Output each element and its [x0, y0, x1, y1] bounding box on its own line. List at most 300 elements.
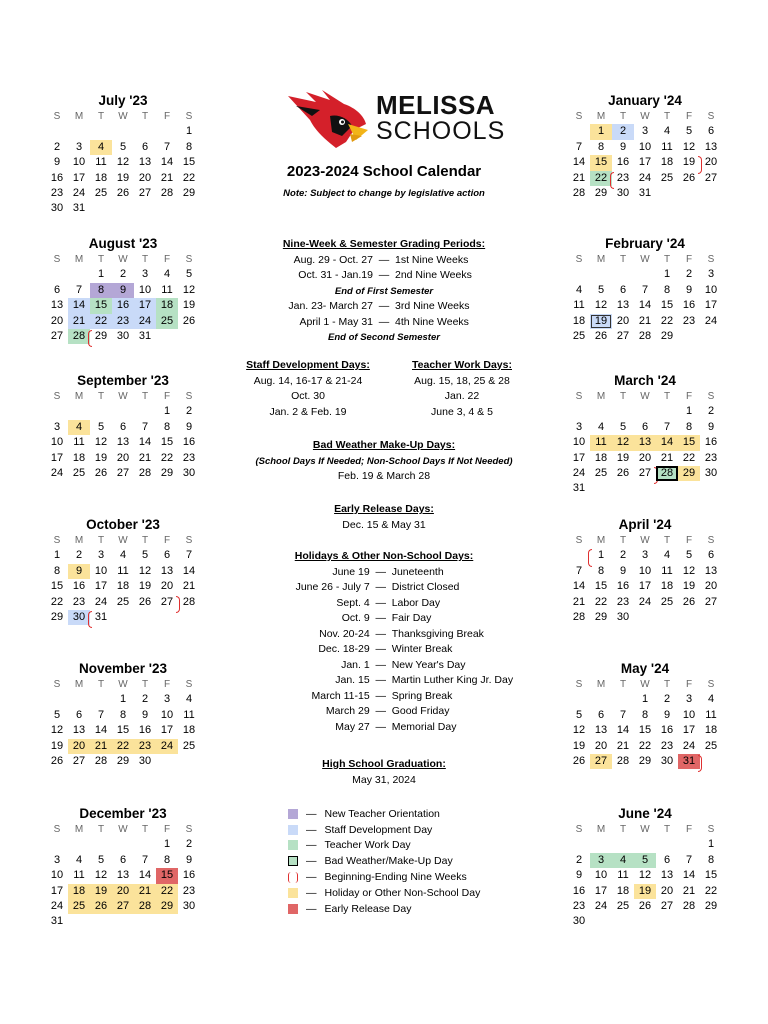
holiday-label: Winter Break	[391, 643, 453, 655]
day-cell: 2	[619, 549, 627, 562]
day-cell: 18	[660, 580, 674, 593]
dash: —	[306, 807, 317, 820]
weekday-label: S	[185, 535, 193, 546]
legislative-note: Note: Subject to change by legislative action	[283, 188, 485, 199]
holiday-row	[238, 596, 530, 612]
holiday-date: Jan. 1	[341, 658, 370, 671]
day-cell: 3	[75, 140, 83, 153]
day-cell: 5	[119, 140, 127, 153]
weekday-label: M	[596, 824, 606, 835]
day-cell: 27	[616, 329, 630, 342]
day-cell: 13	[704, 140, 718, 153]
holiday-row	[238, 611, 530, 627]
day-cell: 1	[685, 405, 693, 418]
weekday-label: M	[596, 254, 606, 265]
day-cell: 21	[182, 580, 196, 593]
day-cell: 17	[572, 451, 586, 464]
day-cell: 3	[641, 125, 649, 138]
day-cell: 31	[50, 915, 64, 928]
day-cell: 3	[97, 549, 105, 562]
holiday-row	[238, 658, 530, 674]
empty-cell	[46, 267, 68, 282]
day-cell: 17	[50, 451, 64, 464]
day-cell: 31	[678, 754, 700, 769]
day-cell: 12	[182, 283, 196, 296]
day-cell: 7	[185, 549, 193, 562]
weekday-label: T	[97, 391, 105, 402]
day-cell: 16	[182, 869, 196, 882]
legend-item	[288, 822, 480, 838]
day-cell: 28	[160, 186, 174, 199]
day-cell: 6	[141, 140, 149, 153]
holiday-row	[238, 580, 530, 596]
day-cell: 9	[185, 853, 193, 866]
month-february-2024	[568, 236, 722, 344]
day-cell: 3	[685, 693, 693, 706]
day-cell: 4	[119, 549, 127, 562]
day-cell: 1	[185, 125, 193, 138]
day-cell: 23	[182, 451, 196, 464]
weekday-label: S	[575, 824, 583, 835]
day-cell: 8	[90, 283, 112, 298]
day-cell: 1	[97, 268, 105, 281]
day-cell: 16	[112, 298, 134, 313]
day-cell: 1	[119, 693, 127, 706]
legend-item	[288, 869, 480, 885]
dash: —	[375, 720, 386, 733]
weekday-label: F	[685, 824, 693, 835]
empty-cell	[590, 692, 612, 707]
day-cell: 28	[572, 610, 586, 623]
empty-cell	[656, 837, 678, 852]
day-cell: 8	[119, 708, 127, 721]
legend-label: Beginning-Ending Nine Weeks	[324, 871, 467, 884]
day-cell: 2	[575, 853, 583, 866]
day-cell: 7	[141, 420, 149, 433]
day-cell: 7	[641, 283, 649, 296]
day-cell: 26	[572, 754, 586, 767]
day-cell: 17	[160, 724, 174, 737]
empty-cell	[90, 124, 112, 139]
day-cell: 1	[590, 124, 612, 139]
empty-cell	[46, 404, 68, 419]
day-cell: 30	[660, 754, 674, 767]
day-cell: 23	[182, 884, 196, 897]
empty-cell	[156, 124, 178, 139]
day-cell: 25	[94, 186, 108, 199]
empty-cell	[590, 837, 612, 852]
day-cell: 29	[638, 754, 652, 767]
day-cell: 5	[597, 283, 605, 296]
empty-cell	[68, 404, 90, 419]
empty-cell	[568, 267, 590, 282]
empty-cell	[134, 124, 156, 139]
cardinal-icon	[286, 90, 372, 152]
weekday-label: S	[185, 824, 193, 835]
grading-heading: Nine-Week & Semester Grading Periods:	[282, 238, 486, 250]
day-cell: 24	[638, 171, 652, 184]
day-cell: 19	[682, 580, 696, 593]
weekday-label: M	[596, 391, 606, 402]
bad-weather-subtitle: (School Days If Needed; Non-School Days If Not Needed)	[255, 455, 513, 467]
month-title: January '24	[608, 93, 682, 108]
day-cell: 16	[72, 580, 86, 593]
holiday-label: Memorial Day	[391, 720, 457, 733]
day-cell: 27	[116, 466, 130, 479]
day-cell: 21	[572, 171, 586, 184]
day-cell: 19	[182, 299, 196, 312]
day-cell: 5	[634, 853, 656, 868]
weekday-label: S	[185, 391, 193, 402]
day-cell: 18	[94, 171, 108, 184]
dash: —	[375, 627, 386, 640]
weekday-label: W	[118, 824, 128, 835]
day-cell: 6	[597, 708, 605, 721]
day-cell: 22	[682, 451, 696, 464]
day-cell: 8	[163, 420, 171, 433]
day-cell: 15	[678, 435, 700, 450]
day-cell: 27	[704, 171, 718, 184]
grading-label: 1st Nine Weeks	[395, 253, 469, 266]
day-cell: 23	[616, 595, 630, 608]
legend-swatch	[288, 825, 298, 835]
weekday-label: S	[53, 254, 61, 265]
day-cell: 19	[116, 171, 130, 184]
holiday-date: June 19	[332, 565, 370, 578]
day-cell: 5	[619, 420, 627, 433]
day-cell: 4	[663, 125, 671, 138]
day-cell: 19	[590, 314, 612, 329]
day-cell: 21	[682, 884, 696, 897]
day-cell: 17	[638, 580, 652, 593]
dash: —	[375, 596, 386, 609]
weekday-label: T	[141, 824, 149, 835]
day-cell: 17	[134, 298, 156, 313]
day-cell: 10	[50, 869, 64, 882]
dash: —	[375, 565, 386, 578]
weekday-label: T	[619, 254, 627, 265]
empty-cell	[568, 124, 590, 139]
weekday-label: S	[53, 535, 61, 546]
legend-item	[288, 901, 480, 917]
day-cell: 11	[117, 564, 129, 577]
day-cell: 22	[156, 884, 178, 899]
holiday-row	[238, 720, 530, 736]
day-cell: 18	[182, 724, 196, 737]
day-cell: 13	[160, 564, 174, 577]
holiday-date: June 26 - July 7	[295, 581, 370, 593]
day-cell: 9	[685, 283, 693, 296]
weekday-label: F	[685, 111, 693, 122]
day-cell: 8	[685, 420, 693, 433]
month-september-2023	[46, 373, 200, 481]
day-cell: 30	[68, 610, 90, 625]
day-cell: 12	[594, 299, 608, 312]
day-cell: 24	[50, 899, 64, 912]
day-cell: 31	[90, 610, 112, 625]
dash: —	[375, 581, 386, 593]
day-cell: 2	[612, 124, 634, 139]
day-cell: 28	[656, 466, 678, 481]
grading-row	[238, 253, 530, 269]
dash: —	[378, 269, 390, 281]
dash: —	[378, 253, 390, 266]
day-cell: 21	[138, 451, 152, 464]
teacher-work-heading: Teacher Work Days:	[412, 359, 512, 371]
weekday-label: W	[640, 111, 650, 122]
month-grid	[568, 822, 722, 930]
weekday-label: W	[118, 391, 128, 402]
month-title: April '24	[618, 517, 672, 532]
empty-cell	[68, 692, 90, 707]
day-cell: 22	[50, 595, 64, 608]
grading-range: Aug. 29 - Oct. 27	[293, 253, 373, 266]
legend-swatch	[288, 888, 298, 898]
day-cell: 6	[53, 283, 61, 296]
day-cell: 8	[707, 853, 715, 866]
day-cell: 17	[94, 580, 108, 593]
day-cell: 22	[638, 739, 652, 752]
day-cell: 9	[707, 420, 715, 433]
empty-cell	[112, 404, 134, 419]
weekday-label: W	[640, 679, 650, 690]
day-cell: 20	[704, 580, 718, 593]
day-cell: 20	[638, 451, 652, 464]
legend-swatch	[288, 904, 298, 914]
day-cell: 14	[682, 869, 696, 882]
day-cell: 6	[707, 125, 715, 138]
day-cell: 26	[116, 186, 130, 199]
day-cell: 1	[663, 268, 671, 281]
day-cell: 29	[50, 610, 64, 623]
month-title: July '23	[98, 93, 148, 108]
weekday-label: S	[53, 391, 61, 402]
weekday-label: T	[663, 679, 671, 690]
dash: —	[306, 871, 317, 884]
day-cell: 4	[90, 140, 112, 155]
early-release-section	[238, 502, 530, 533]
weekday-label: T	[663, 824, 671, 835]
day-cell: 13	[50, 299, 64, 312]
holiday-label: Martin Luther King Jr. Day	[391, 674, 514, 686]
day-cell: 16	[572, 884, 586, 897]
weekday-label: M	[74, 824, 84, 835]
day-cell: 27	[156, 595, 178, 610]
day-cell: 30	[616, 186, 630, 199]
day-cell: 12	[94, 869, 108, 882]
day-cell: 5	[97, 420, 105, 433]
month-grid	[568, 109, 722, 201]
day-cell: 23	[660, 739, 674, 752]
day-cell: 18	[616, 884, 630, 897]
day-cell: 8	[597, 564, 605, 577]
day-cell: 17	[72, 171, 86, 184]
day-cell: 12	[50, 724, 64, 737]
weekday-label: T	[97, 824, 105, 835]
holiday-label: Spring Break	[391, 689, 453, 702]
holiday-label: Labor Day	[391, 596, 441, 609]
day-cell: 21	[572, 595, 586, 608]
day-cell: 19	[572, 739, 586, 752]
month-march-2024	[568, 373, 722, 497]
day-cell: 16	[616, 580, 630, 593]
day-cell: 23	[72, 595, 86, 608]
day-cell: 23	[112, 314, 134, 329]
legend-label: Early Release Day	[324, 902, 412, 915]
staff-development-section	[238, 358, 378, 420]
day-cell: 26	[138, 595, 152, 608]
legend-item	[288, 838, 480, 854]
holiday-date: Oct. 9	[341, 612, 370, 624]
weekday-label: T	[97, 535, 105, 546]
day-cell: 4	[707, 693, 715, 706]
day-cell: 4	[612, 853, 634, 868]
day-cell: 31	[72, 202, 86, 215]
weekday-label: T	[619, 824, 627, 835]
day-cell: 5	[685, 549, 693, 562]
day-cell: 3	[53, 853, 61, 866]
day-cell: 27	[138, 186, 152, 199]
early-release-dates: Dec. 15 & May 31	[342, 518, 426, 531]
day-cell: 17	[50, 884, 64, 897]
weekday-label: M	[74, 111, 84, 122]
grading-range: Jan. 23- March 27	[288, 300, 373, 312]
day-cell: 22	[590, 171, 612, 186]
day-cell: 17	[704, 299, 718, 312]
weekday-label: S	[185, 254, 193, 265]
day-cell: 29	[594, 186, 608, 199]
day-cell: 7	[663, 420, 671, 433]
empty-cell	[46, 124, 68, 139]
holiday-label: Good Friday	[391, 705, 450, 717]
day-cell: 15	[590, 155, 612, 170]
day-cell: 26	[50, 754, 64, 767]
weekday-label: W	[118, 679, 128, 690]
legend-item	[288, 853, 480, 869]
weekday-label: T	[141, 254, 149, 265]
day-cell: 11	[95, 156, 107, 169]
holiday-label: Fair Day	[391, 612, 432, 624]
day-cell: 8	[53, 564, 61, 577]
holiday-date: March 11-15	[311, 689, 370, 702]
day-cell: 16	[182, 436, 196, 449]
day-cell: 15	[704, 869, 718, 882]
day-cell: 4	[75, 853, 83, 866]
dash: —	[306, 886, 317, 899]
staff-dev-line: Oct. 30	[291, 390, 325, 402]
day-cell: 3	[707, 268, 715, 281]
day-cell: 12	[612, 435, 634, 450]
day-cell: 14	[572, 156, 586, 169]
weekday-label: T	[663, 535, 671, 546]
legend-label: Holiday or Other Non-School Day	[324, 886, 481, 899]
bad-weather-dates: Feb. 19 & March 28	[337, 470, 431, 482]
day-cell: 11	[661, 140, 673, 153]
brand-line1: MELISSA	[376, 90, 496, 120]
day-cell: 28	[572, 186, 586, 199]
month-title: September '23	[77, 373, 169, 388]
grading-range: Oct. 31 - Jan.19	[298, 269, 373, 281]
day-cell: 28	[138, 466, 152, 479]
weekday-label: T	[663, 111, 671, 122]
weekday-label: T	[141, 391, 149, 402]
day-cell: 14	[616, 724, 630, 737]
day-cell: 2	[185, 405, 193, 418]
day-cell: 28	[182, 595, 196, 608]
weekday-label: T	[97, 679, 105, 690]
day-cell: 15	[594, 580, 608, 593]
semester-end-label: End of Second Semester	[328, 332, 440, 343]
empty-cell	[612, 692, 634, 707]
day-cell: 1	[53, 549, 61, 562]
weekday-label: W	[640, 824, 650, 835]
month-may-2024	[568, 661, 722, 769]
bad-weather-heading: Bad Weather Make-Up Days:	[312, 439, 456, 451]
day-cell: 26	[182, 314, 196, 327]
day-cell: 21	[134, 884, 156, 899]
empty-cell	[612, 837, 634, 852]
day-cell: 11	[73, 436, 85, 449]
day-cell: 1	[707, 838, 715, 851]
weekday-label: S	[707, 679, 715, 690]
day-cell: 20	[116, 451, 130, 464]
day-cell: 20	[68, 739, 90, 754]
day-cell: 25	[660, 171, 674, 184]
day-cell: 10	[160, 708, 174, 721]
month-april-2024	[568, 517, 722, 625]
month-title: February '24	[605, 236, 685, 251]
dash: —	[375, 705, 386, 717]
day-cell: 22	[112, 739, 134, 754]
dash: —	[306, 823, 317, 836]
staff-dev-line: Jan. 2 & Feb. 19	[269, 405, 347, 418]
empty-cell	[112, 837, 134, 852]
day-cell: 8	[185, 140, 193, 153]
dash: —	[375, 612, 386, 624]
teacher-work-section	[392, 358, 532, 420]
day-cell: 24	[94, 595, 108, 608]
day-cell: 15	[160, 436, 174, 449]
grading-rows	[238, 253, 530, 346]
day-cell: 14	[656, 435, 678, 450]
day-cell: 10	[682, 708, 696, 721]
holiday-row	[238, 627, 530, 643]
legend-label: Teacher Work Day	[324, 839, 411, 852]
holiday-label: Thanksgiving Break	[391, 627, 484, 640]
day-cell: 9	[663, 708, 671, 721]
day-cell: 18	[68, 884, 90, 899]
day-cell: 18	[704, 724, 718, 737]
weekday-label: S	[575, 254, 583, 265]
day-cell: 14	[138, 869, 152, 882]
weekday-label: T	[97, 254, 105, 265]
day-cell: 8	[663, 283, 671, 296]
empty-cell	[90, 837, 112, 852]
grading-label: 2nd Nine Weeks	[395, 269, 472, 281]
day-cell: 6	[619, 283, 627, 296]
day-cell: 20	[704, 156, 718, 169]
day-cell: 26	[682, 595, 696, 608]
day-cell: 10	[138, 283, 152, 296]
teacher-work-line: June 3, 4 & 5	[431, 405, 493, 418]
month-title: June '24	[618, 806, 672, 821]
day-cell: 7	[97, 708, 105, 721]
holiday-row	[238, 704, 530, 720]
empty-cell	[134, 404, 156, 419]
day-cell: 11	[161, 283, 173, 296]
day-cell: 20	[50, 314, 64, 327]
day-cell: 20	[160, 580, 174, 593]
